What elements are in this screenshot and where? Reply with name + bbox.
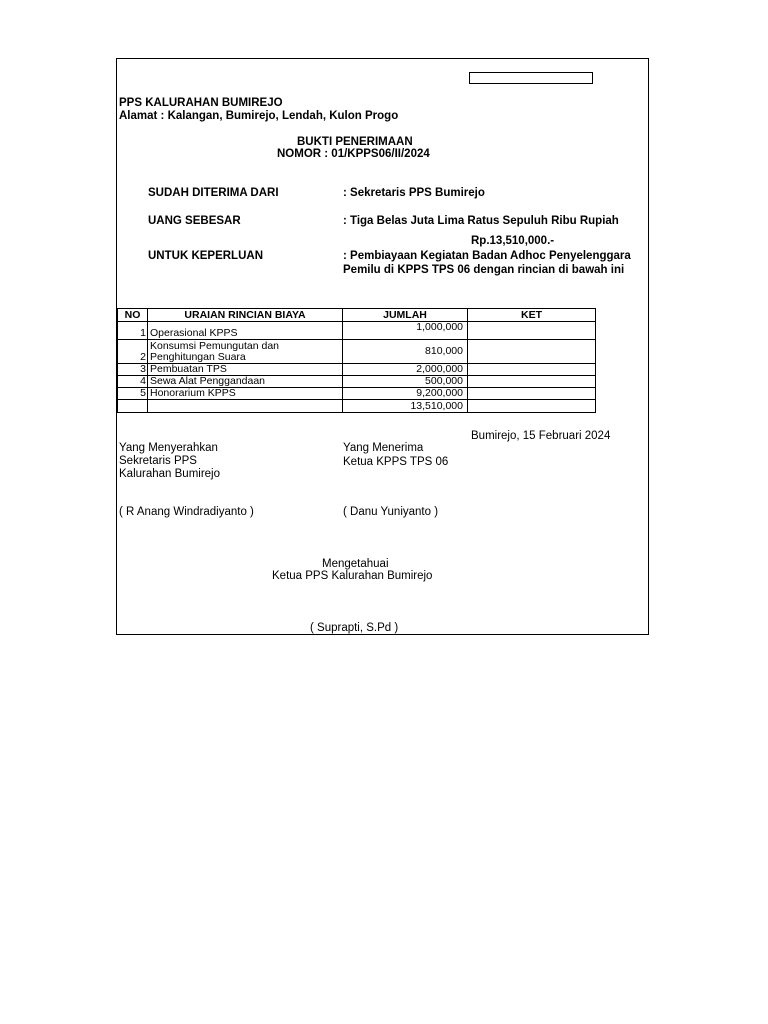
row-amount: 500,000 (343, 376, 468, 388)
purpose-label: UNTUK KEPERLUAN (148, 250, 263, 262)
total-note-cell (468, 400, 596, 413)
receiver-title-2: Ketua KPPS TPS 06 (343, 456, 449, 468)
org-name: PPS KALURAHAN BUMIREJO (119, 97, 283, 109)
row-note (468, 364, 596, 376)
row-amount: 2,000,000 (343, 364, 468, 376)
row-description: Pembuatan TPS (148, 364, 343, 376)
row-description: Sewa Alat Penggandaan (148, 376, 343, 388)
received-from-value: : Sekretaris PPS Bumirejo (343, 187, 485, 199)
table-row (118, 340, 596, 364)
total-amount: 13,510,000 (343, 400, 468, 413)
row-no: 2 (118, 340, 148, 364)
total-description-cell (148, 400, 343, 413)
document-number: NOMOR : 01/KPPS06/II/2024 (277, 148, 430, 160)
table-total-row (118, 400, 596, 413)
receiver-title-1: Yang Menerima (343, 442, 424, 454)
table-row (118, 388, 596, 400)
row-amount: 810,000 (343, 340, 468, 364)
header-note: KET (468, 309, 596, 322)
header-amount: JUMLAH (343, 309, 468, 322)
received-from-label: SUDAH DITERIMA DARI (148, 187, 279, 199)
table-row (118, 322, 596, 340)
row-note (468, 376, 596, 388)
acknowledge-title-1: Mengetahuai (322, 558, 389, 570)
total-no-cell (118, 400, 148, 413)
row-note (468, 388, 596, 400)
acknowledge-name: ( Suprapti, S.Pd ) (310, 622, 399, 634)
acknowledge-title-2: Ketua PPS Kalurahan Bumirejo (272, 570, 433, 582)
table-header-row (118, 309, 596, 322)
giver-name: ( R Anang Windradiyanto ) (119, 506, 254, 518)
amount-numeric: Rp.13,510,000.- (471, 235, 555, 247)
header-no: NO (118, 309, 148, 322)
cost-breakdown-table (117, 308, 596, 413)
row-no: 1 (118, 322, 148, 340)
table-row (118, 376, 596, 388)
row-description: Honorarium KPPS (148, 388, 343, 400)
row-description (148, 340, 343, 364)
purpose-line-1: : Pembiayaan Kegiatan Badan Adhoc Penyelenggara (343, 250, 631, 262)
row-description-line-2: Penghitungan Suara (150, 351, 246, 363)
purpose-line-2: Pemilu di KPPS TPS 06 dengan rincian di bawah ini (343, 264, 625, 276)
document-title: BUKTI PENERIMAAN (297, 136, 413, 148)
receiver-name: ( Danu Yuniyanto ) (343, 506, 439, 518)
stamp-box (469, 72, 593, 84)
row-no: 5 (118, 388, 148, 400)
row-description: Operasional KPPS (148, 322, 343, 340)
row-amount: 9,200,000 (343, 388, 468, 400)
row-note (468, 340, 596, 364)
row-no: 3 (118, 364, 148, 376)
row-no: 4 (118, 376, 148, 388)
amount-in-words: : Tiga Belas Juta Lima Ratus Sepuluh Ribu Rupiah (343, 215, 619, 227)
giver-title-3: Kalurahan Bumirejo (119, 468, 221, 480)
org-address: Alamat : Kalangan, Bumirejo, Lendah, Kulon Progo (119, 110, 399, 122)
amount-label: UANG SEBESAR (148, 215, 241, 227)
row-description-line-1: Konsumsi Pemungutan dan (150, 340, 279, 352)
giver-title-2: Sekretaris PPS (119, 455, 197, 467)
header-description: URAIAN RINCIAN BIAYA (148, 309, 343, 322)
place-date: Bumirejo, 15 Februari 2024 (471, 430, 611, 442)
row-amount: 1,000,000 (343, 322, 468, 340)
row-note (468, 322, 596, 340)
giver-title-1: Yang Menyerahkan (119, 442, 218, 454)
table-row (118, 364, 596, 376)
